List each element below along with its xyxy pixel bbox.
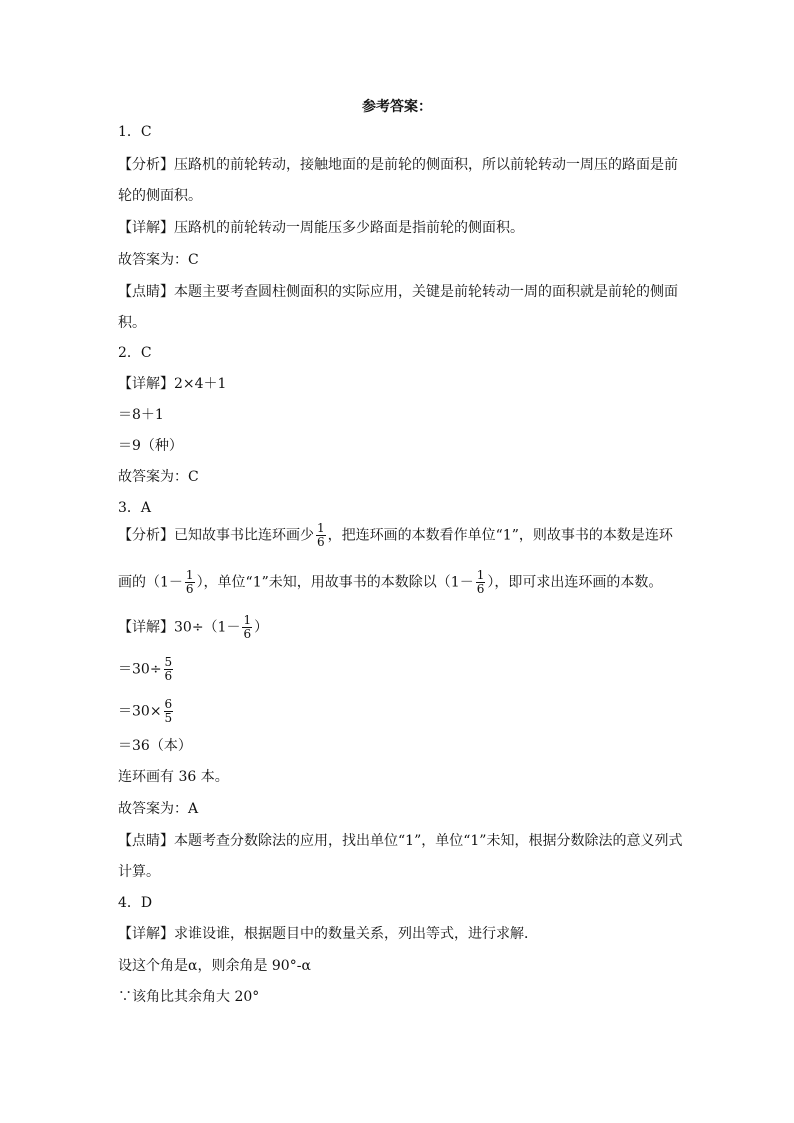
q1-detail: 【详解】压路机的前轮转动一周能压多少路面是指前轮的侧面积。 [118, 220, 524, 236]
q3-analysis-text2: ，把连环画的本数看作单位“1”，则故事书的本数是连环 [327, 527, 673, 544]
q3-comment-line2: 计算。 [118, 864, 160, 880]
q1-analysis-line1: 【分析】压路机的前轮转动，接触地面的是前轮的侧面积，所以前轮转动一周压的路面是前 [118, 157, 678, 173]
q3-analysis-line1 [118, 522, 673, 549]
q2-detail: 【详解】2×4＋1 [118, 376, 227, 392]
q1-answer: 故答案为：C [118, 252, 199, 268]
q1-analysis-line2: 轮的侧面积。 [118, 188, 202, 204]
q3-analysis-text1: 【分析】已知故事书比连环画少 [118, 527, 314, 544]
q3-step2: ＝30× $\frac{6}{5}$ [118, 697, 173, 725]
q3-detail: 【详解】30÷（1－ $\frac{1}{6}$ ） [118, 613, 269, 641]
fraction-one-sixth: $\frac{1}{6}$ [185, 568, 194, 596]
q4-line1: 设这个角是α，则余角是 90°-α [118, 958, 311, 974]
q3-answer: 故答案为：A [118, 801, 199, 817]
q4-detail: 【详解】求谁设谁，根据题目中的数量关系，列出等式，进行求解． [118, 926, 538, 942]
q2-step1: ＝8＋1 [118, 407, 164, 423]
page-title: 参考答案： [362, 99, 432, 115]
q3-step3: ＝36（本） [118, 738, 192, 754]
q3-comment-line1: 【点睛】本题考查分数除法的应用，找出单位“1”，单位“1”未知，根据分数除法的意义列式 [118, 833, 683, 849]
q3-step1: ＝30÷ $\frac{5}{6}$ [118, 655, 173, 683]
q4-head: 4．D [118, 895, 153, 911]
q3-analysis-line2: 画的（1－ $\frac{1}{6}$ ），单位“1”未知，用故事书的本数除以（1－ $\frac{1}{6}$ ），即可求出连环画的本数。 [118, 568, 663, 596]
q2-answer: 故答案为：C [118, 469, 199, 485]
fraction-one-sixth: $\frac{1}{6}$ [476, 568, 485, 596]
q1-comment-line2: 积。 [118, 315, 146, 331]
q4-line2: ∵该角比其余角大 20° [118, 989, 260, 1005]
fraction-one-sixth: $\frac{1}{6}$ [317, 521, 325, 549]
fraction-six-fifths: $\frac{6}{5}$ [164, 697, 173, 725]
q3-result: 连环画有 36 本。 [118, 769, 229, 785]
q1-head: 1．C [118, 124, 152, 140]
q2-head: 2．C [118, 345, 152, 361]
q3-head: 3．A [118, 500, 152, 516]
q2-step2: ＝9（种） [118, 438, 183, 454]
fraction-one-sixth: $\frac{1}{6}$ [243, 613, 252, 641]
q1-comment-line1: 【点睛】本题主要考查圆柱侧面积的实际应用，关键是前轮转动一周的面积就是前轮的侧面 [118, 284, 678, 300]
fraction-five-sixths: $\frac{5}{6}$ [164, 655, 173, 683]
